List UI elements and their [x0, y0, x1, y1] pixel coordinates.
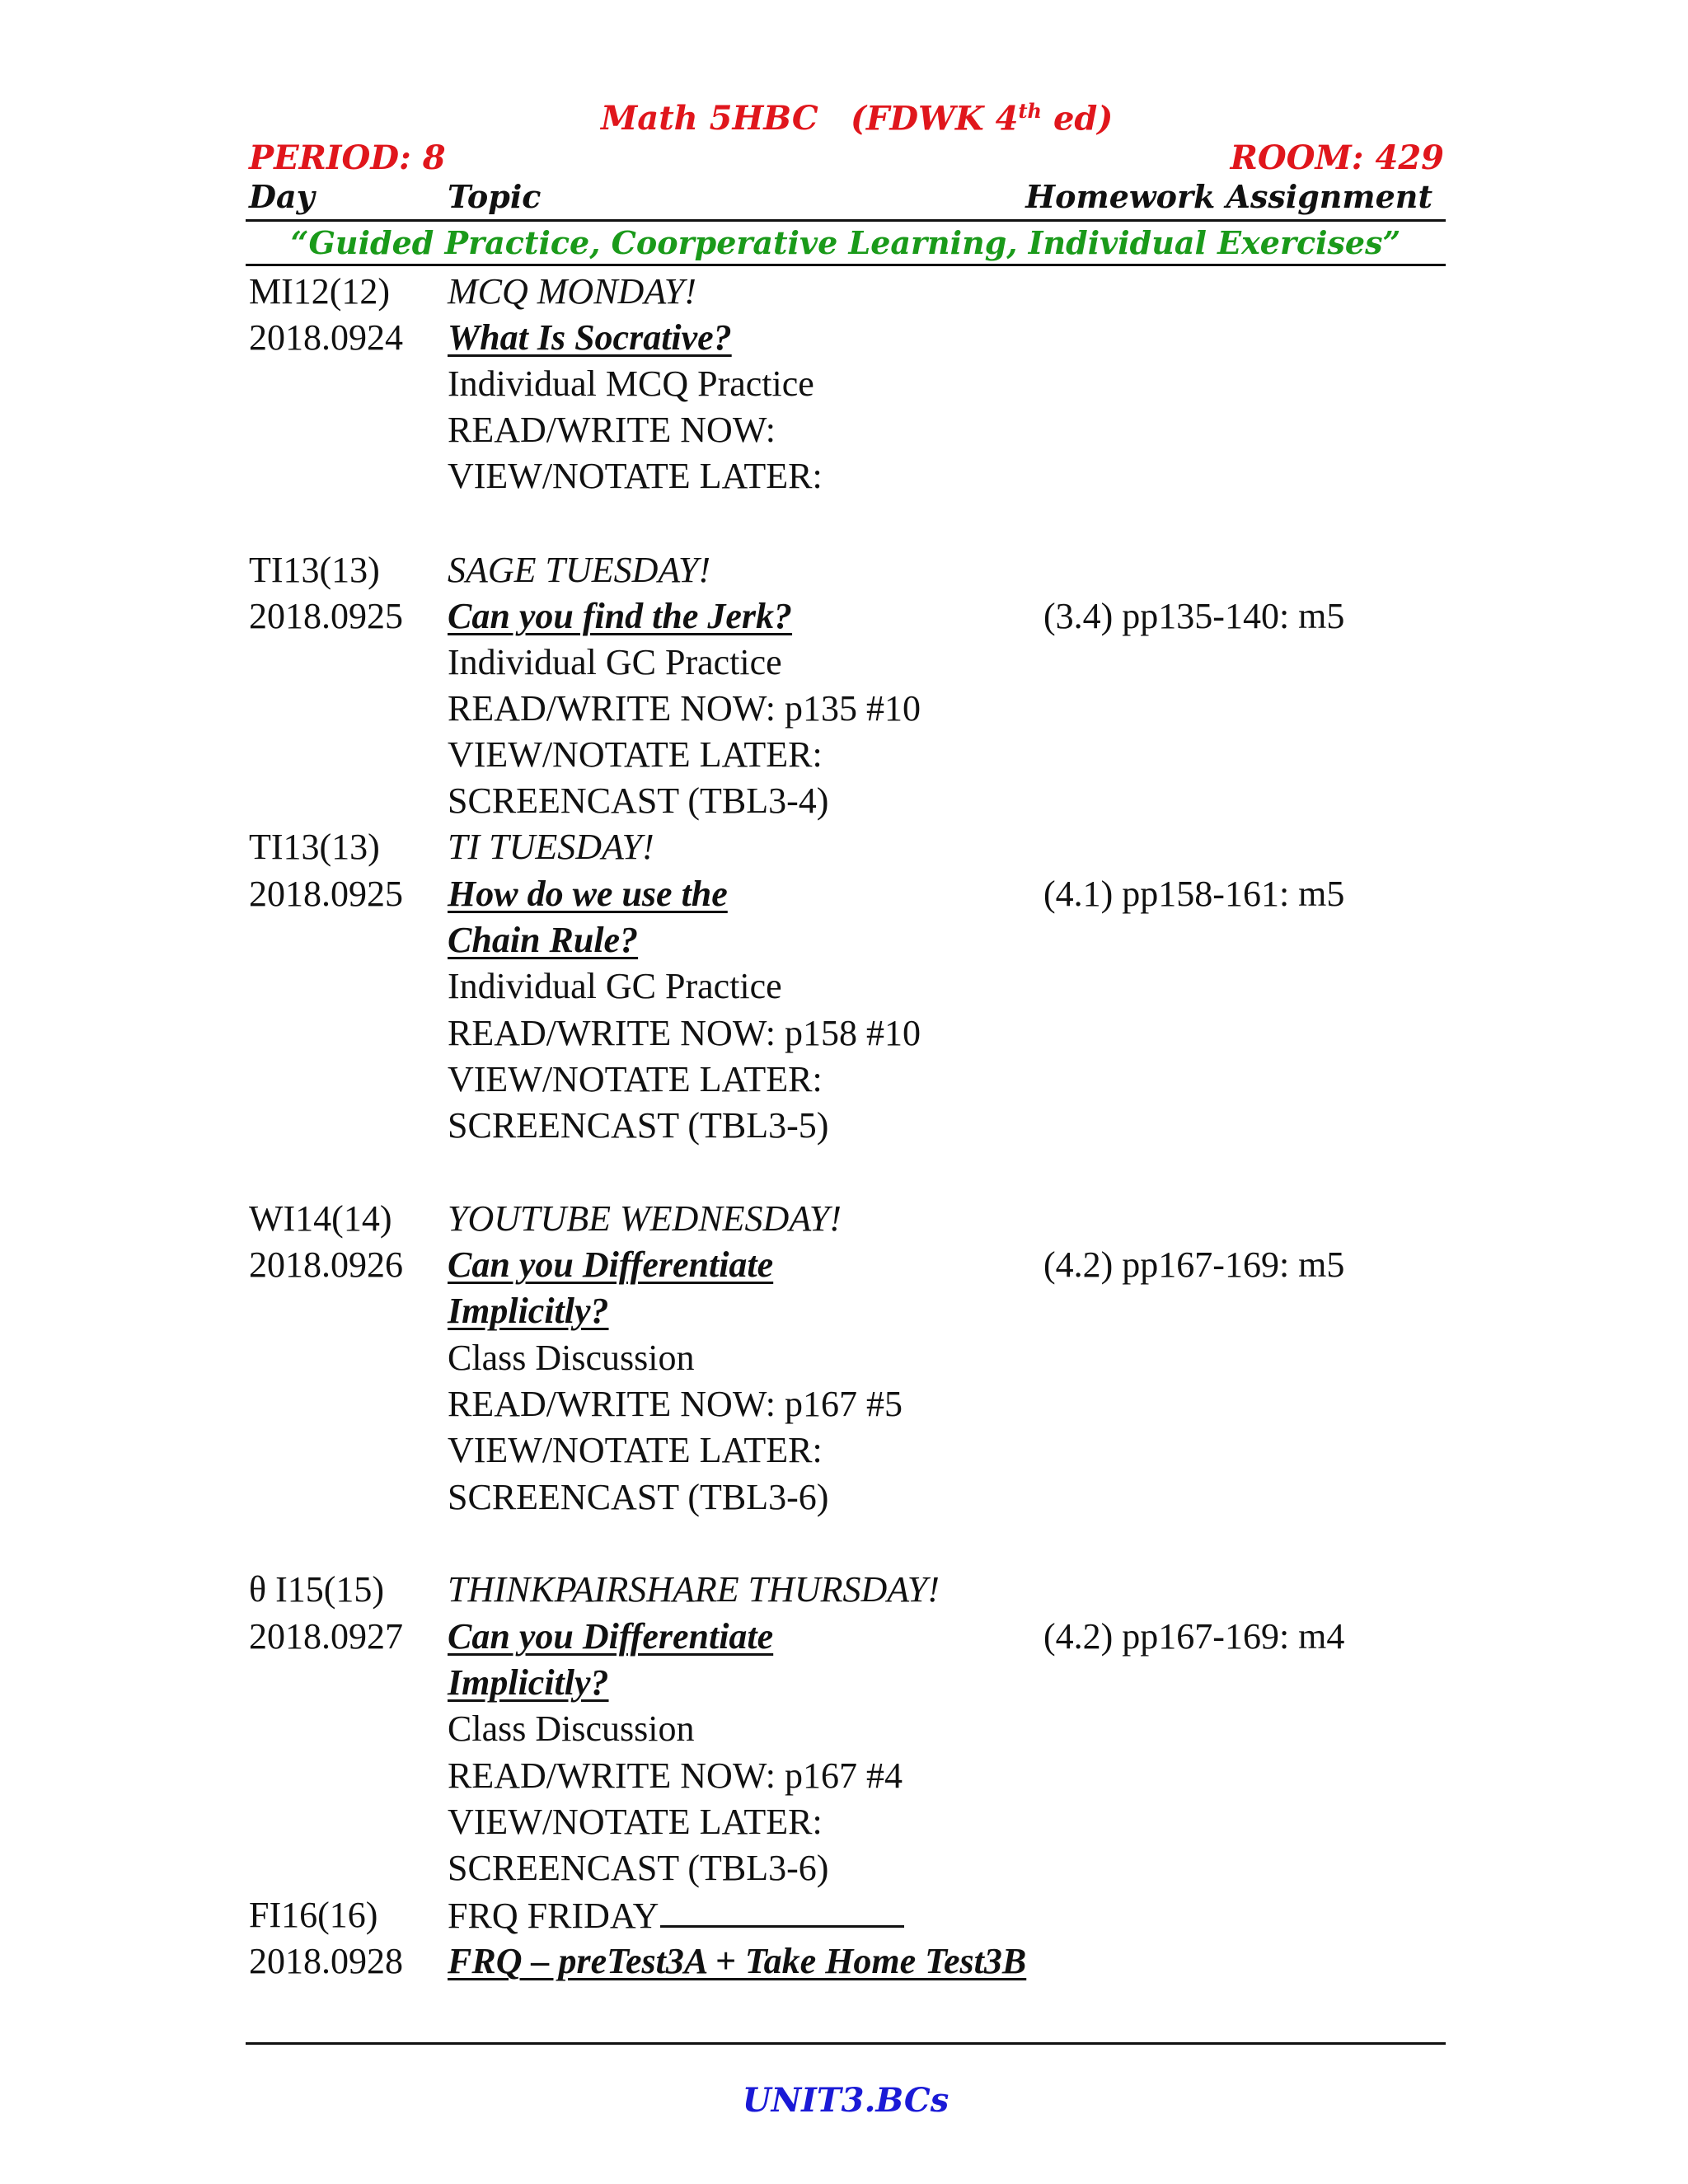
homework-assignment: (4.2) pp167-169: m5 — [1043, 1244, 1345, 1285]
lesson-title-continued: Chain Rule? — [448, 920, 639, 960]
screencast: SCREENCAST (TBL3-5) — [448, 1105, 829, 1146]
room-label: ROOM: 429 — [1230, 138, 1444, 177]
motto-rule — [246, 264, 1446, 266]
date: 2018.0925 — [249, 874, 403, 914]
date: 2018.0925 — [249, 596, 403, 636]
header-rule — [246, 219, 1446, 222]
day-theme: THINKPAIRSHARE THURSDAY! — [448, 1569, 940, 1610]
fill-in-blank-line — [660, 1892, 904, 1928]
day-code: MI12(12) — [249, 271, 391, 312]
day-theme: SAGE TUESDAY! — [448, 550, 710, 590]
course-title: Math 5HBC — [601, 99, 818, 138]
day-code: θ I15(15) — [249, 1569, 385, 1610]
period-label: PERIOD: 8 — [249, 138, 446, 177]
view-notate-later: VIEW/NOTATE LATER: — [448, 1802, 823, 1842]
activity: Individual MCQ Practice — [448, 363, 814, 404]
view-notate-later: VIEW/NOTATE LATER: — [448, 1430, 823, 1470]
lesson-title: How do we use the — [448, 874, 728, 914]
date: 2018.0926 — [249, 1244, 403, 1285]
column-header-homework: Homework Assignment — [1025, 178, 1432, 215]
date: 2018.0928 — [249, 1941, 403, 1981]
lesson-title: What Is Socrative? — [448, 317, 732, 358]
homework-assignment: (4.2) pp167-169: m4 — [1043, 1616, 1345, 1657]
homework-assignment: (3.4) pp135-140: m5 — [1043, 596, 1345, 636]
activity: Individual GC Practice — [448, 642, 782, 682]
read-write-now: READ/WRITE NOW: p158 #10 — [448, 1013, 921, 1053]
view-notate-later: VIEW/NOTATE LATER: — [448, 1059, 823, 1099]
day-theme: FRQ FRIDAY — [448, 1896, 659, 1936]
day-theme: MCQ MONDAY! — [448, 271, 696, 312]
activity: Class Discussion — [448, 1338, 695, 1378]
read-write-now: READ/WRITE NOW: — [448, 410, 776, 450]
read-write-now: READ/WRITE NOW: p167 #5 — [448, 1384, 903, 1424]
view-notate-later: VIEW/NOTATE LATER: — [448, 734, 823, 775]
read-write-now: READ/WRITE NOW: p167 #4 — [448, 1755, 903, 1796]
column-header-topic: Topic — [448, 178, 542, 215]
column-header-day: Day — [249, 178, 315, 215]
lesson-title: Can you Differentiate — [448, 1244, 774, 1285]
date: 2018.0924 — [249, 317, 403, 358]
day-theme: YOUTUBE WEDNESDAY! — [448, 1198, 842, 1239]
motto: “Guided Practice, Coorperative Learning, Individual Exercises” — [290, 224, 1401, 261]
lesson-title: Can you find the Jerk? — [448, 596, 793, 636]
footer-rule — [246, 2042, 1446, 2045]
lesson-title: FRQ – preTest3A + Take Home Test3B — [448, 1941, 1027, 1981]
activity: Class Discussion — [448, 1708, 695, 1749]
footer-unit-label: UNIT3.BCs — [742, 2081, 950, 2120]
view-notate-later: VIEW/NOTATE LATER: — [448, 456, 823, 496]
day-code: WI14(14) — [249, 1198, 392, 1239]
day-theme: TI TUESDAY! — [448, 827, 654, 867]
activity: Individual GC Practice — [448, 966, 782, 1006]
screencast: SCREENCAST (TBL3-6) — [448, 1477, 829, 1517]
date: 2018.0927 — [249, 1616, 403, 1657]
lesson-title-continued: Implicitly? — [448, 1291, 609, 1331]
day-theme-with-blank — [448, 1892, 904, 1939]
day-code: TI13(13) — [249, 550, 380, 590]
day-code: FI16(16) — [249, 1895, 378, 1935]
read-write-now: READ/WRITE NOW: p135 #10 — [448, 688, 921, 729]
homework-assignment: (4.1) pp158-161: m5 — [1043, 874, 1345, 914]
lesson-title-continued: Implicitly? — [448, 1662, 609, 1703]
edition-label: (FDWK 4th ed) — [851, 99, 1114, 138]
screencast: SCREENCAST (TBL3-4) — [448, 780, 829, 821]
day-code: TI13(13) — [249, 827, 380, 867]
lesson-title: Can you Differentiate — [448, 1616, 774, 1657]
screencast: SCREENCAST (TBL3-6) — [448, 1848, 829, 1888]
